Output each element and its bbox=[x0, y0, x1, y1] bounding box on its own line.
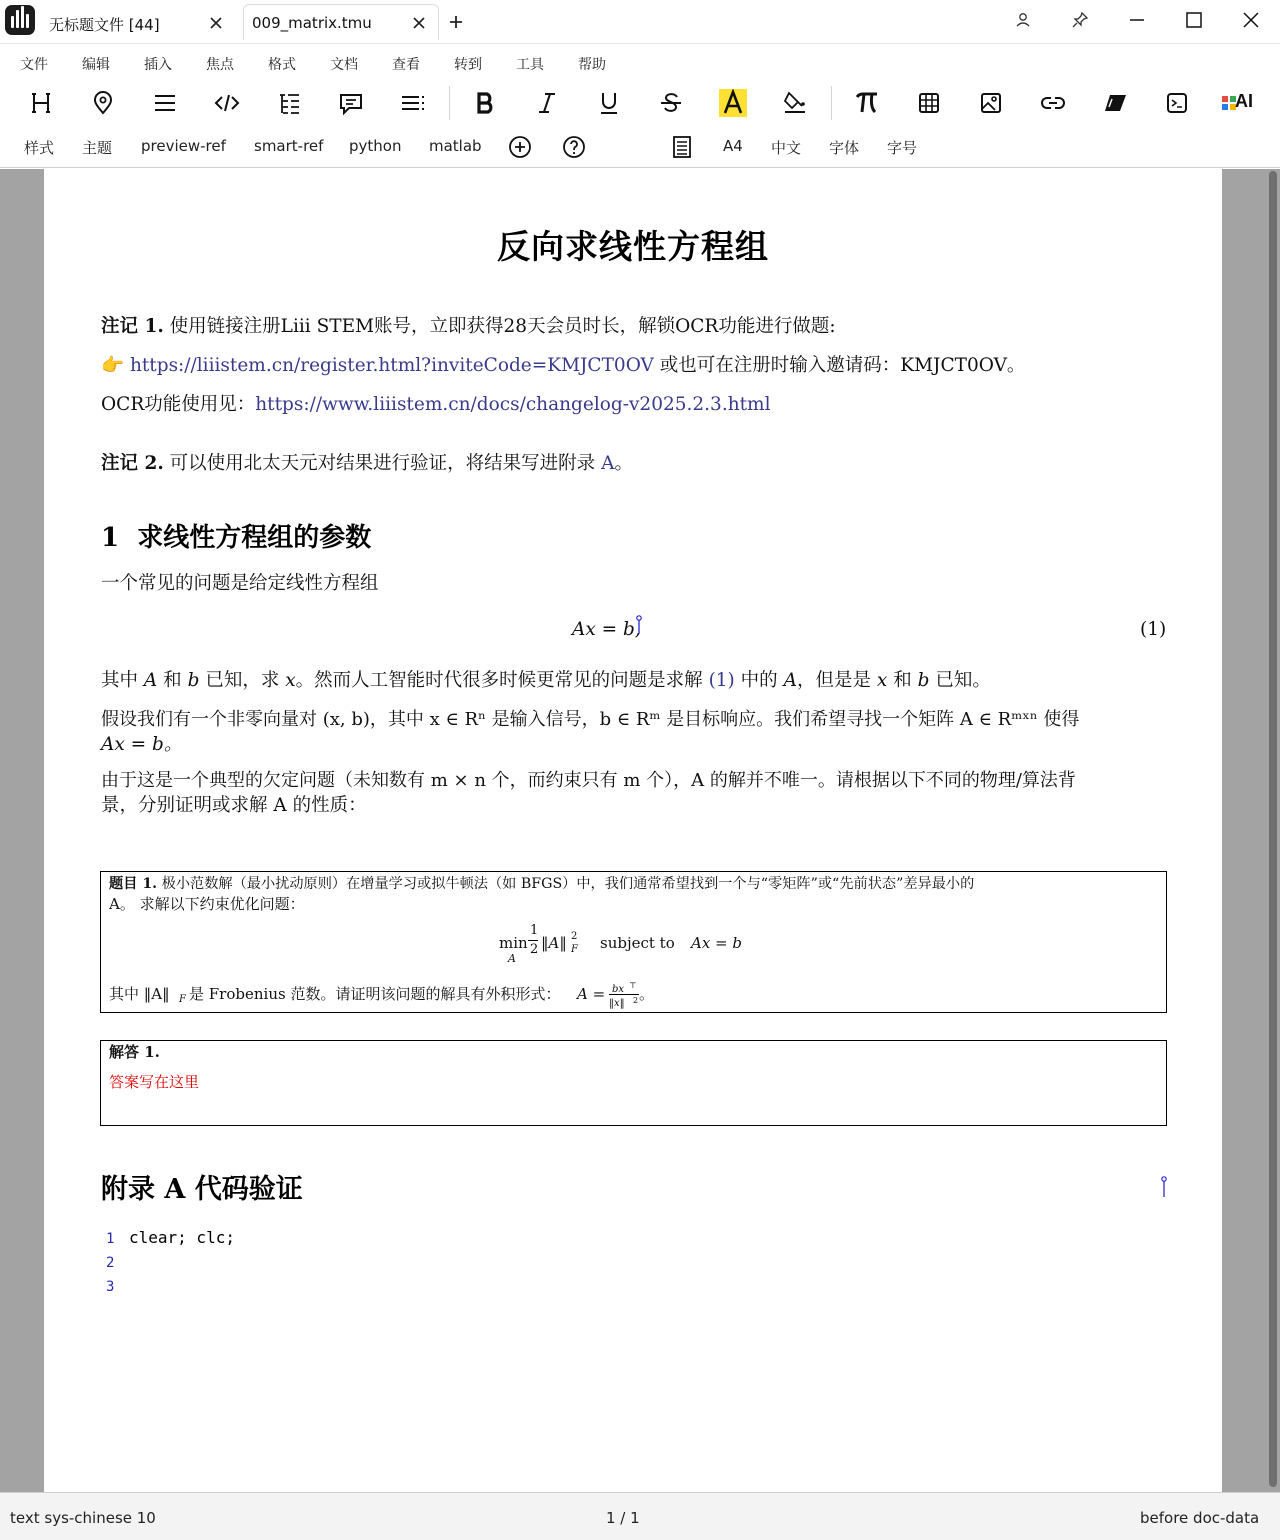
line-number: 2 bbox=[106, 1255, 115, 1271]
math: A bbox=[783, 670, 797, 691]
vertical-scrollbar[interactable] bbox=[1266, 169, 1280, 1492]
code-line[interactable] bbox=[106, 1228, 235, 1247]
code-line[interactable] bbox=[106, 1276, 129, 1295]
menu-goto[interactable]: 转到 bbox=[454, 57, 482, 73]
strikethrough-icon[interactable] bbox=[657, 89, 685, 117]
answer-placeholder[interactable]: 答案写在这里 bbox=[109, 1073, 200, 1091]
invite-code-text: 或也可在注册时输入邀请码：KMJCT0OV。 bbox=[659, 355, 1026, 376]
eraser-icon[interactable] bbox=[1101, 89, 1129, 117]
norm: ‖A‖ bbox=[541, 934, 567, 952]
paragraph[interactable]: 由于这是一个典型的欠定问题（未知数有 m × n 个，而约束只有 m 个），A 的解并不唯一。请根据以下不同的物理/算法背 bbox=[101, 770, 1076, 791]
tab-label: 009_matrix.tmu bbox=[252, 14, 372, 32]
math: x bbox=[285, 670, 296, 691]
norm-sub: F bbox=[571, 944, 578, 955]
paragraph[interactable]: 景，分别证明或求解 A 的性质： bbox=[101, 795, 367, 816]
problem-label: 题目 1. bbox=[109, 876, 158, 892]
anchor-marker-icon bbox=[635, 615, 643, 635]
punctuation: 。 bbox=[639, 985, 655, 1003]
scrollbar-thumb[interactable] bbox=[1269, 171, 1277, 1487]
note-1[interactable] bbox=[101, 314, 836, 340]
tab-label: 无标题文件 [44] bbox=[49, 16, 160, 34]
menu-format[interactable]: 格式 bbox=[268, 57, 296, 73]
fill-color-icon[interactable] bbox=[781, 89, 809, 117]
paragraph[interactable]: Ax = b。 bbox=[101, 734, 183, 755]
ocr-line[interactable] bbox=[101, 392, 771, 418]
solution-box[interactable] bbox=[100, 1040, 1167, 1126]
fraction-denominator: ‖x‖ bbox=[609, 998, 625, 1009]
bold-icon[interactable] bbox=[471, 89, 499, 117]
font-size-button[interactable]: 字号 bbox=[887, 139, 918, 157]
menu-edit[interactable]: 编辑 bbox=[82, 57, 110, 73]
text: 其中 ‖A‖ bbox=[109, 985, 170, 1003]
matlab-button[interactable]: matlab bbox=[429, 137, 482, 155]
close-tab-icon[interactable] bbox=[412, 16, 426, 30]
title-bar bbox=[0, 0, 1280, 44]
maximize-icon[interactable] bbox=[1183, 9, 1205, 31]
math: x bbox=[876, 670, 888, 691]
location-pin-icon[interactable] bbox=[89, 89, 117, 117]
text: 已知，求 bbox=[205, 670, 280, 691]
list-indent-icon[interactable] bbox=[399, 89, 427, 117]
account-icon[interactable] bbox=[1012, 9, 1034, 31]
tab-matrix[interactable] bbox=[243, 4, 439, 40]
punctuation: 。 bbox=[614, 453, 633, 474]
toolbar-separator bbox=[449, 86, 450, 120]
fraction-denominator: 2 bbox=[530, 942, 539, 957]
toolbar-separator bbox=[831, 86, 832, 120]
pointing-hand-icon: 👉 bbox=[101, 355, 125, 376]
status-mode: text sys-chinese 10 bbox=[10, 1509, 156, 1527]
ocr-prefix: OCR功能使用见： bbox=[101, 394, 256, 415]
note-label: 注记 1. bbox=[101, 316, 164, 337]
language-button[interactable]: 中文 bbox=[771, 139, 802, 157]
paragraph[interactable] bbox=[101, 668, 991, 694]
text: ，但是是 bbox=[796, 670, 871, 691]
section-heading[interactable] bbox=[101, 517, 371, 554]
smart-ref-button[interactable]: smart-ref bbox=[254, 137, 324, 155]
note-1-link-line[interactable] bbox=[101, 353, 1025, 379]
constraint: Ax = b bbox=[691, 934, 742, 952]
help-icon[interactable] bbox=[561, 134, 587, 160]
section-title: 求线性方程组的参数 bbox=[137, 523, 372, 553]
preview-ref-button[interactable]: preview-ref bbox=[141, 137, 226, 155]
ocr-docs-link[interactable]: https://www.liiistem.cn/docs/changelog-v2025.2.3.html bbox=[255, 394, 771, 415]
document-canvas[interactable] bbox=[0, 169, 1280, 1492]
line-number: 1 bbox=[106, 1231, 115, 1247]
paragraph[interactable]: 假设我们有一个非零向量对 (x, b)，其中 x ∈ Rⁿ 是输入信号，b ∈ Rᵐ 是目标响应。我们希望寻找一个矩阵 A ∈ Rᵐˣⁿ 使得 bbox=[101, 709, 1080, 730]
format-toolbar bbox=[0, 80, 1280, 126]
text: 中的 bbox=[740, 670, 778, 691]
terminal-icon[interactable] bbox=[1163, 89, 1191, 117]
underline-icon[interactable] bbox=[595, 89, 623, 117]
add-plugin-icon[interactable] bbox=[507, 134, 533, 160]
pi-icon[interactable] bbox=[853, 89, 881, 117]
code-line[interactable] bbox=[106, 1252, 129, 1271]
line-number: 3 bbox=[106, 1279, 115, 1295]
text-color-icon[interactable] bbox=[719, 89, 747, 117]
norm-sup: 2 bbox=[571, 931, 578, 942]
appendix-ref-link[interactable]: A bbox=[601, 453, 615, 474]
menu-insert[interactable]: 插入 bbox=[144, 57, 172, 73]
section-number: 1 bbox=[101, 523, 120, 553]
comment-icon[interactable] bbox=[337, 89, 365, 117]
norm-sub: F bbox=[179, 994, 186, 1005]
text: 。然而人工智能时代很多时候更常见的问题是求解 bbox=[295, 670, 703, 691]
minimize-icon[interactable] bbox=[1126, 9, 1148, 31]
heading-icon[interactable] bbox=[27, 89, 55, 117]
appendix-heading[interactable]: 附录 A 代码验证 bbox=[101, 1174, 303, 1205]
menu-bar bbox=[0, 46, 1280, 80]
text: 其中 bbox=[101, 670, 139, 691]
font-button[interactable]: 字体 bbox=[829, 139, 860, 157]
equation-number: (1) bbox=[1140, 619, 1167, 640]
equation[interactable]: Ax = b, bbox=[572, 619, 641, 640]
page-icon[interactable] bbox=[669, 134, 695, 160]
close-tab-icon[interactable] bbox=[209, 16, 223, 30]
subject-to: subject to bbox=[600, 934, 675, 952]
fraction-numerator: 1 bbox=[530, 923, 539, 938]
document-title[interactable]: 反向求线性方程组 bbox=[497, 227, 769, 266]
min-subscript: A bbox=[508, 952, 516, 965]
problem-text: 极小范数解（最小扰动原则）在增量学习或拟牛顿法（如 BFGS）中，我们通常希望找到一个与“零矩阵”或“先前状态”差异最小的 bbox=[161, 876, 975, 892]
list-icon[interactable] bbox=[151, 89, 179, 117]
menu-file[interactable]: 文件 bbox=[20, 57, 48, 73]
status-context: before doc-data bbox=[1140, 1509, 1260, 1527]
math: b bbox=[917, 670, 930, 691]
transpose-sup: ⊤ bbox=[629, 981, 637, 990]
square-sup: 2 bbox=[633, 996, 639, 1005]
outline-icon[interactable] bbox=[275, 89, 303, 117]
math: A bbox=[143, 670, 158, 691]
ai-icon[interactable] bbox=[1222, 96, 1236, 110]
problem-line bbox=[109, 981, 809, 1012]
note-label: 注记 2. bbox=[101, 453, 164, 474]
min-operator: min bbox=[499, 934, 528, 952]
code-icon[interactable] bbox=[213, 89, 241, 117]
problem-box[interactable] bbox=[100, 871, 1167, 1013]
image-icon[interactable] bbox=[977, 89, 1005, 117]
text: 和 bbox=[163, 670, 182, 691]
link-icon[interactable] bbox=[1039, 89, 1067, 117]
paragraph[interactable]: 一个常见的问题是给定线性方程组 bbox=[101, 573, 379, 594]
menu-focus[interactable]: 焦点 bbox=[206, 57, 234, 73]
note-text: 使用链接注册Liii STEM账号，立即获得28天会员时长，解锁OCR功能进行做题: bbox=[169, 316, 836, 337]
equation-ref-link[interactable]: (1) bbox=[708, 670, 735, 691]
menu-tools[interactable]: 工具 bbox=[516, 57, 544, 73]
status-bar bbox=[0, 1492, 1280, 1540]
page-size-button[interactable]: A4 bbox=[723, 137, 743, 155]
problem-line: A。 求解以下约束优化问题： bbox=[109, 895, 305, 913]
new-tab-icon[interactable] bbox=[447, 13, 465, 31]
pin-icon[interactable] bbox=[1069, 9, 1091, 31]
note-text: 可以使用北太天元对结果进行验证，将结果写进附录 bbox=[169, 453, 596, 474]
text: 已知。 bbox=[935, 670, 991, 691]
style-button[interactable]: 样式 bbox=[24, 139, 55, 157]
menu-help[interactable]: 帮助 bbox=[578, 57, 606, 73]
fraction-numerator: bx bbox=[612, 984, 625, 995]
menu-document[interactable]: 文档 bbox=[330, 57, 358, 73]
ai-button-label[interactable]: AI bbox=[1235, 91, 1253, 111]
python-button[interactable]: python bbox=[349, 137, 402, 155]
math: A = bbox=[577, 985, 606, 1003]
theme-button[interactable]: 主题 bbox=[82, 139, 113, 157]
note-2[interactable] bbox=[101, 451, 633, 477]
solution-label: 解答 1. bbox=[109, 1043, 160, 1061]
text: 和 bbox=[893, 670, 912, 691]
text: 是 Frobenius 范数。请证明该问题的解具有外积形式： bbox=[189, 985, 561, 1003]
italic-icon[interactable] bbox=[533, 89, 561, 117]
math: b bbox=[187, 670, 200, 691]
register-link[interactable]: https://liiistem.cn/register.html?inviteCode=KMJCT0OV bbox=[129, 355, 654, 376]
tab-untitled[interactable] bbox=[40, 4, 236, 40]
table-icon[interactable] bbox=[915, 89, 943, 117]
problem-line bbox=[109, 874, 974, 894]
close-window-icon[interactable] bbox=[1240, 9, 1262, 31]
status-page: 1 / 1 bbox=[606, 1509, 640, 1527]
mode-toolbar bbox=[0, 126, 1280, 168]
anchor-marker-icon bbox=[1160, 1176, 1168, 1198]
menu-view[interactable]: 查看 bbox=[392, 57, 420, 73]
code-text: clear; clc; bbox=[129, 1228, 235, 1247]
app-logo-icon[interactable] bbox=[5, 5, 35, 35]
document-page[interactable] bbox=[44, 169, 1222, 1492]
